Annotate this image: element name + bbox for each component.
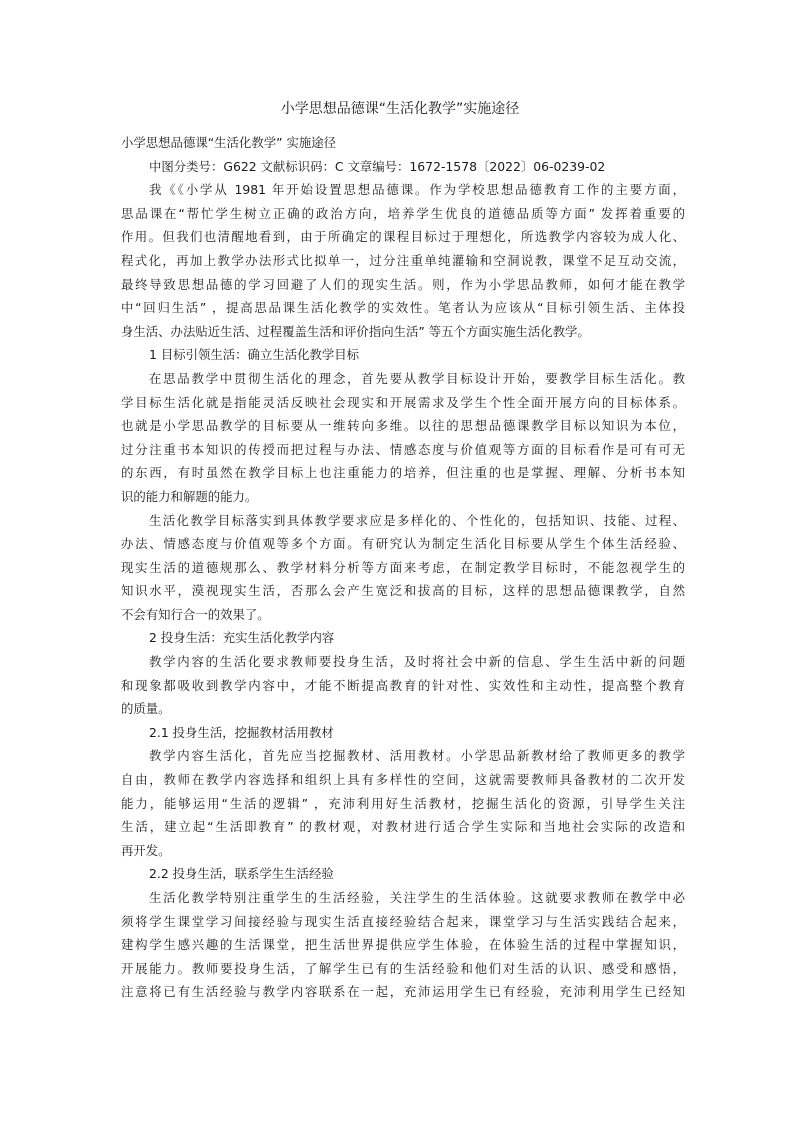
text-line: 和现象都吸收到教学内容中，才能不断提高教育的针对性、实效性和主动性，提高整个教育 [121,677,685,693]
text-line: 生活化教学特别注重学生的生活经验，关注学生的生活体验。这就要求教师在教学中必 [149,890,685,905]
text-line: 的东西，有时虽然在教学目标上也注重能力的培养，但注重的也是掌握、理解、分析书本知 [121,465,685,481]
text-line: 识的能力和解题的能力。 [121,488,258,504]
text-line: 自由，教师在教学内容选择和组织上具有多样性的空间，这就需要教师具备教材的二次开发 [121,772,685,788]
text-line: 教学内容的生活化要求教师要投身生活，及时将社会中新的信息、学生生活中新的问题 [149,654,685,670]
text-line: 程式化，再加上教学办法形式比拟单一，过分注重单纯灌输和空洞说教，课堂不足互动交流， [121,252,685,268]
text-line: 作用。但我们也清醒地看到，由于所确定的课程目标过于理想化，所选教学内容较为成人化、 [121,229,685,245]
text-line: 开展能力。教师要投身生活，了解学生已有的生活经验和他们对生活的认识、感受和感悟， [121,960,685,976]
text-line: 2.1 投身生活，挖掘教材活用教材 [149,724,334,740]
text-line: 最终导致思想品德的学习回避了人们的现实生活。则，作为小学思品教师，如何才能在教学 [121,276,685,292]
text-line: 也就是小学思品教学的目标要从一维转向多维。以往的思想品德课教学目标以知识为本位， [121,418,685,434]
text-line: 小学思想品德课“生活化教学” 实施途径 [121,135,337,150]
text-line: 注意将已有生活经验与教学内容联系在一起，充沛运用学生已有经验，充沛利用学生已经知 [121,984,685,1000]
text-line: 的质量。 [121,701,171,717]
text-line: 须将学生课堂学习间接经验与现实生活直接经验结合起来，课堂学习与生活实践结合起来， [121,913,685,929]
text-line: 教学内容生活化，首先应当挖掘教材、活用教材。小学思品新教材给了教师更多的教学 [149,748,685,764]
text-line: 建构学生感兴趣的生活课堂，把生活世界提供应学生体验，在体验生活的过程中掌握知识， [121,937,685,953]
text-line: 现实生活的道德规那么、教学材料分析等方面来考虑，在制定教学目标时，不能忽视学生的 [121,559,685,575]
text-line: 再开发。 [121,842,171,858]
text-line: 知识水平，漠视现实生活，否那么会产生宽泛和拔高的目标，这样的思想品德课教学，自然 [121,583,685,599]
text-line: 在思品教学中贯彻生活化的理念，首先要从教学目标设计开始，要教学目标生活化。教 [149,370,685,386]
text-line: 不会有知行合一的效果了。 [121,606,270,622]
text-line: 办法、情感态度与价值观等多个方面。有研究认为制定生活化目标要从学生个体生活经验、 [121,536,685,552]
text-line: 能力，能够运用“生活的逻辑” ，充沛利用好生活教材，挖掘生活化的资源，引导学生关注 [121,795,685,811]
text-line: 生活化教学目标落实到具体教学要求应是多样化的、个性化的，包括知识、技能、过程、 [149,512,685,528]
document-title: 小学思想品德课“生活化教学”实施途径 [280,101,520,117]
text-line: 2 投身生活：充实生活化教学内容 [149,630,335,646]
text-line: 过分注重书本知识的传授而把过程与办法、情感态度与价值观等方面的目标看作是可有可无 [121,441,685,457]
text-line: 2.2 投身生活，联系学生生活经验 [149,866,334,882]
text-line: 1 目标引领生活：确立生活化教学目标 [149,347,360,363]
document-body [121,131,685,1004]
text-line: 中图分类号：G622 文献标识码：C 文章编号：1672-1578〔2022〕06-0239-02 [149,158,606,174]
text-line: 中“回归生活” ，提高思品课生活化教学的实效性。笔者认为应该从“目标引领生活、主体投 [121,300,685,316]
text-line: 学目标生活化就是指能灵活反映社会现实和开展需求及学生个性全面开展方向的目标体系。 [121,394,685,410]
text-line: 我《《小学从 1981 年开始设置思想品德课。作为学校思想品德教育工作的主要方面， [149,182,685,198]
text-line: 生活，建立起“生活即教育” 的教材观，对教材进行适合学生实际和当地社会实际的改造和 [121,819,685,835]
text-line: 身生活、办法贴近生活、过程覆盖生活和评价指向生活” 等五个方面实施生活化教学。 [121,323,590,339]
text-line: 思品课在“帮忙学生树立正确的政治方向，培养学生优良的道德品质等方面” 发挥着重要的 [121,205,685,221]
